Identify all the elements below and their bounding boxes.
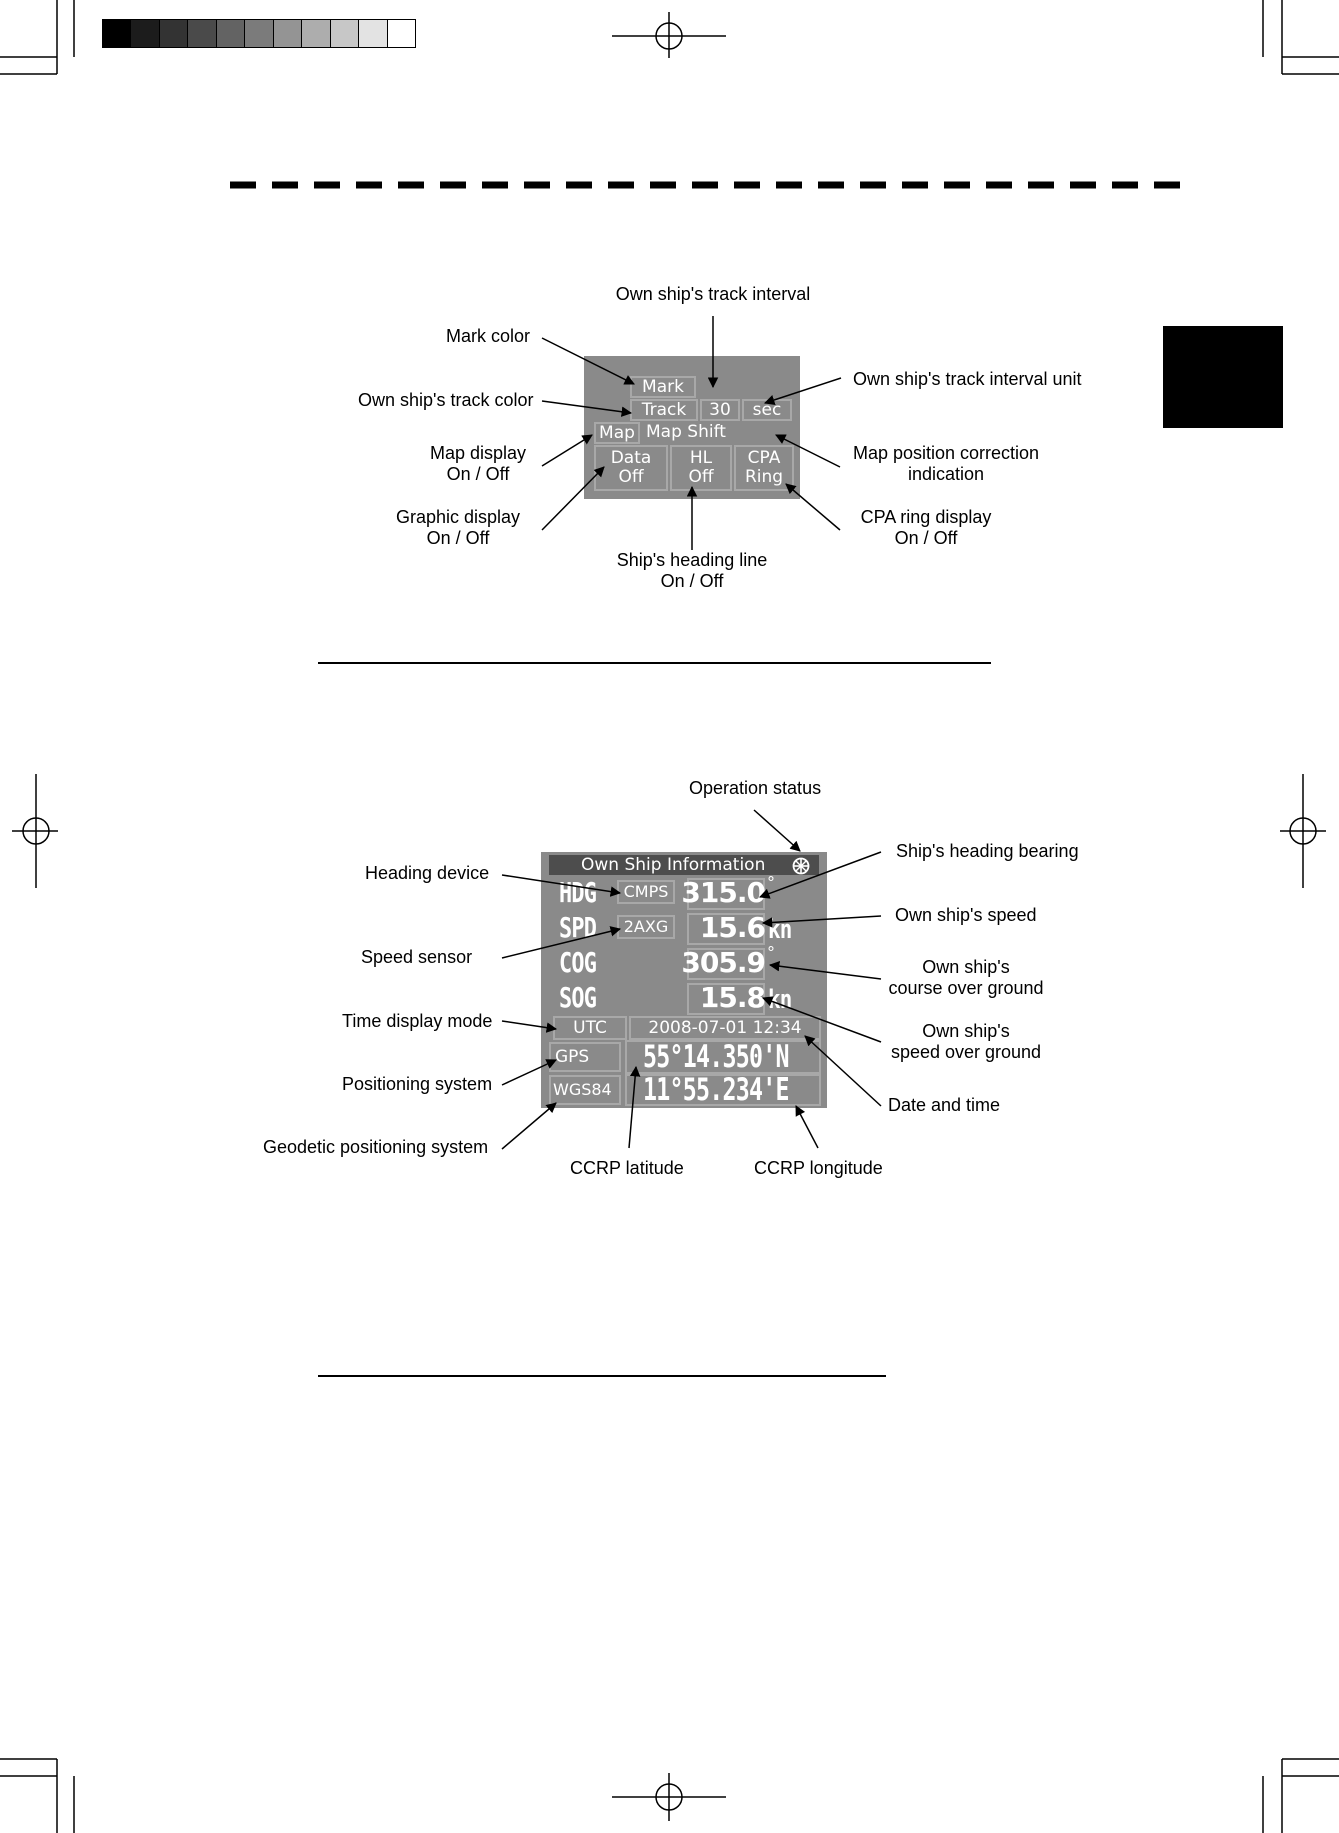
callout-cpa-ring-2: On / Off [894, 528, 958, 548]
speed-sensor-field[interactable]: 2AXG [617, 915, 675, 939]
sog-unit: kn [768, 985, 792, 1015]
callout-cog [876, 957, 1056, 999]
cpa-ring-line2: Ring [744, 467, 784, 487]
geodetic-system-field[interactable]: WGS84 [549, 1075, 621, 1105]
callout-cog-2: course over ground [888, 978, 1044, 998]
callout-map-position-2: indication [907, 464, 985, 484]
callout-graphic-display-1: Graphic display [395, 507, 521, 527]
callout-cpa-ring-1: CPA ring display [860, 507, 992, 527]
own-ship-title: Own Ship Information [581, 855, 766, 875]
callout-cpa-ring [848, 507, 1004, 549]
sog-value: 15.8 [699, 981, 765, 1014]
chapter-tab [1163, 326, 1283, 428]
heading-line-button[interactable] [670, 445, 732, 491]
callout-sog-1: Own ship's [922, 1021, 1010, 1041]
graphic-display-line2: Off [618, 467, 644, 487]
dashed-header-rule [230, 180, 1180, 190]
callout-graphic-display [388, 507, 528, 549]
hdg-label: HDG [559, 876, 597, 909]
spd-unit: kn [768, 915, 792, 945]
graphic-display-line1: Data [610, 448, 652, 468]
callout-positioning: Positioning system [342, 1074, 493, 1094]
mark-color-button[interactable]: Mark [630, 376, 696, 398]
time-display-mode-field[interactable]: UTC [553, 1016, 627, 1040]
map-display-button[interactable]: Map [594, 422, 640, 444]
gray-swatch [273, 20, 301, 47]
hdg-value: 315.0 [681, 876, 765, 909]
callout-graphic-display-2: On / Off [426, 528, 490, 548]
mark-track-panel [584, 356, 800, 499]
callout-sog [876, 1021, 1056, 1063]
spd-label: SPD [559, 911, 597, 944]
callout-heading-line-2: On / Off [660, 571, 724, 591]
callout-date-time: Date and time [888, 1095, 1001, 1115]
ccrp-latitude: 55°14.350'N [643, 1039, 789, 1075]
track-color-button[interactable]: Track [630, 399, 698, 421]
separator-rule-1 [318, 662, 991, 664]
callout-mark-color: Mark color [446, 326, 531, 346]
gray-swatch [216, 20, 244, 47]
graphic-display-button[interactable] [594, 445, 668, 491]
map-shift-indicator: Map Shift [646, 422, 726, 442]
gray-swatch [130, 20, 158, 47]
hdg-unit: ° [767, 873, 775, 892]
heading-line-line1: HL [689, 448, 713, 468]
heading-device-field[interactable]: CMPS [617, 880, 675, 904]
callout-heading-device: Heading device [365, 863, 490, 883]
sog-label: SOG [559, 981, 597, 1014]
cpa-ring-line1: CPA [747, 448, 781, 468]
gray-swatch [358, 20, 386, 47]
cog-unit: ° [767, 943, 775, 962]
gray-swatch [103, 20, 130, 47]
gray-swatch [301, 20, 329, 47]
callout-map-display-2: On / Off [446, 464, 510, 484]
callout-track-interval: Own ship's track interval [615, 284, 811, 304]
callout-own-speed: Own ship's speed [895, 905, 1037, 925]
callout-cog-1: Own ship's [922, 957, 1010, 977]
callout-speed-sensor: Speed sensor [361, 947, 473, 967]
callout-ccrp-latitude: CCRP latitude [570, 1158, 684, 1178]
callout-map-position-1: Map position correction [852, 443, 1040, 463]
positioning-system-field[interactable]: GPS [549, 1042, 621, 1072]
gray-swatch [330, 20, 358, 47]
date-time-field: 2008-07-01 12:34 [629, 1016, 821, 1040]
callout-heading-line [602, 550, 782, 592]
gray-swatch [159, 20, 187, 47]
spd-value: 15.6 [699, 911, 765, 944]
gray-swatch [244, 20, 272, 47]
cog-value: 305.9 [681, 946, 765, 979]
separator-rule-2 [318, 1375, 886, 1377]
cog-label: COG [559, 946, 597, 979]
gray-scale-bar [102, 19, 416, 48]
callout-track-color: Own ship's track color [358, 390, 534, 410]
callout-heading-line-1: Ship's heading line [616, 550, 768, 570]
callout-time-mode: Time display mode [342, 1011, 493, 1031]
callout-map-display-1: Map display [429, 443, 527, 463]
callout-sog-2: speed over ground [890, 1042, 1042, 1062]
track-interval-field[interactable]: 30 [700, 399, 740, 421]
callout-interval-unit: Own ship's track interval unit [853, 369, 1082, 389]
callout-map-position [840, 443, 1052, 485]
callout-heading-bearing: Ship's heading bearing [896, 841, 1079, 861]
callout-ccrp-longitude: CCRP longitude [754, 1158, 883, 1178]
cpa-ring-button[interactable] [734, 445, 794, 491]
callout-geodetic: Geodetic positioning system [263, 1137, 489, 1157]
operation-status-icon [791, 856, 811, 876]
track-interval-unit[interactable]: sec [742, 399, 792, 421]
gray-swatch [387, 20, 415, 47]
gray-swatch [187, 20, 215, 47]
callout-operation-status: Operation status [689, 778, 822, 798]
ccrp-longitude: 11°55.234'E [643, 1072, 789, 1108]
own-ship-info-panel [541, 852, 827, 1108]
callout-map-display [418, 443, 538, 485]
heading-line-line2: Off [688, 467, 714, 487]
